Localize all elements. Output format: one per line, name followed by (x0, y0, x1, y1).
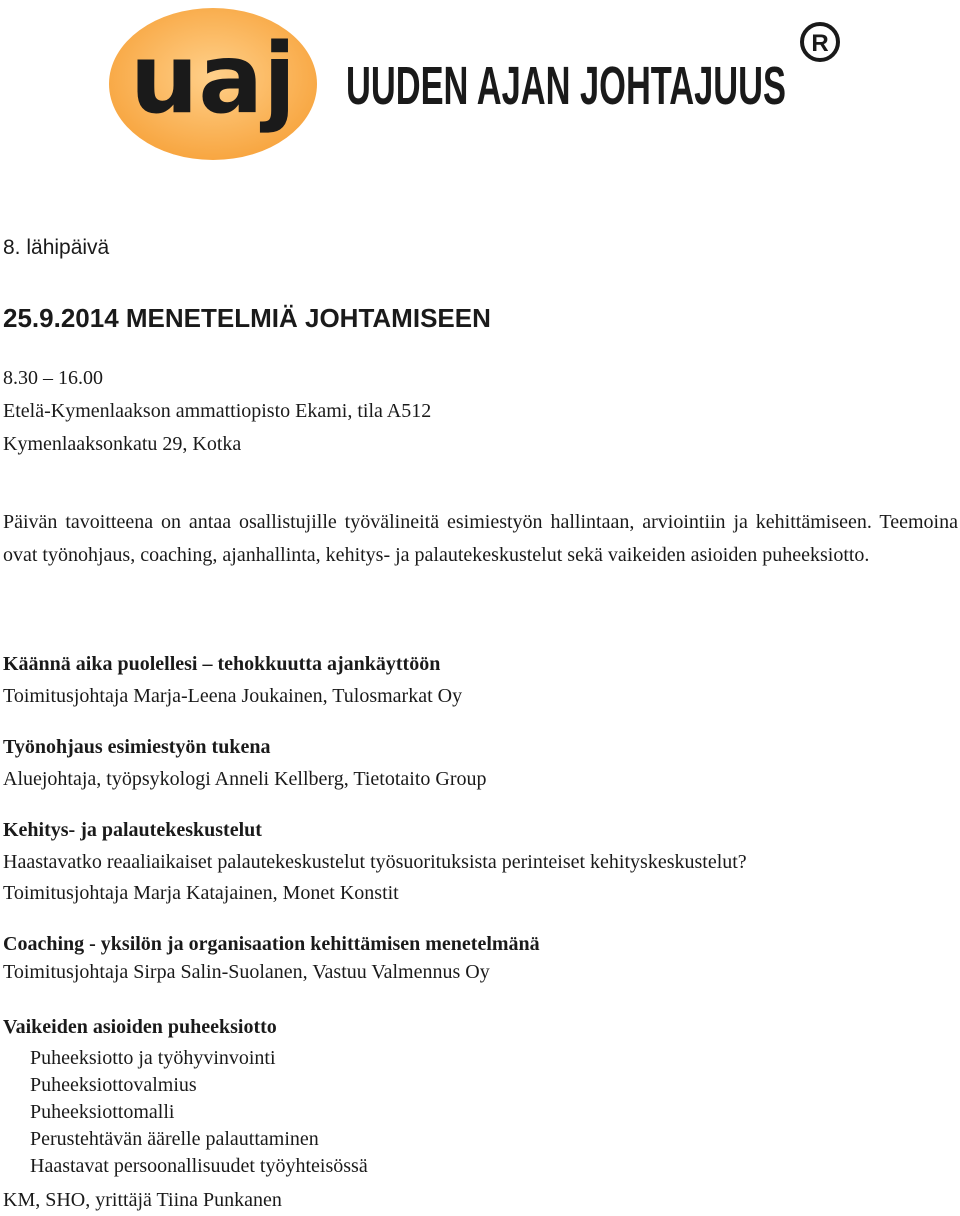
final-speaker: KM, SHO, yrittäjä Tiina Punkanen (3, 1189, 282, 1211)
page-title: 25.9.2014 MENETELMIÄ JOHTAMISEEN (3, 303, 491, 333)
logo-brand-text: UUDEN AJAN JOHTAJUUS (346, 56, 786, 116)
event-address: Kymenlaaksonkatu 29, Kotka (3, 433, 242, 455)
uaj-logo (108, 4, 848, 164)
list-item: Puheeksiottomalli (30, 1101, 175, 1123)
section-speaker: Toimitusjohtaja Sirpa Salin-Suolanen, Vastuu Valmennus Oy (3, 961, 490, 983)
section-title: Kehitys- ja palautekeskustelut (3, 819, 262, 841)
list-item: Puheeksiotto ja työhyvinvointi (30, 1047, 276, 1069)
section-speaker: Aluejohtaja, työpsykologi Anneli Kellberg, Tietotaito Group (3, 768, 487, 790)
logo-mark-text: uaj (129, 23, 297, 135)
day-label: 8. lähipäivä (3, 236, 110, 259)
topic-list (30, 1045, 368, 1180)
intro-paragraph: Päivän tavoitteena on antaa osallistujille työvälineitä esimiestyön hallintaan, arviointiin ja kehittämiseen. Teemoina ovat työnohjaus, coaching, ajanhallinta, kehitys- ja palautekeskustelut sekä vaikeiden asioiden puheeksiotto. (3, 511, 958, 566)
list-item: Perustehtävän äärelle palauttaminen (30, 1128, 319, 1150)
section-title: Käännä aika puolellesi – tehokkuutta ajankäyttöön (3, 653, 441, 675)
list-item: Puheeksiottovalmius (30, 1074, 197, 1096)
section-title: Vaikeiden asioiden puheeksiotto (3, 1016, 277, 1038)
registered-mark-letter: R (811, 30, 829, 57)
event-location: Etelä-Kymenlaakson ammattiopisto Ekami, tila A512 (3, 400, 432, 422)
section-title: Työnohjaus esimiestyön tukena (3, 736, 271, 758)
event-time: 8.30 – 16.00 (3, 367, 103, 389)
section-description: Haastavatko reaaliaikaiset palautekeskustelut työsuorituksista perinteiset kehityskeskustelut? (3, 851, 747, 873)
event-info (3, 362, 431, 461)
section-speaker: Toimitusjohtaja Marja-Leena Joukainen, Tulosmarkat Oy (3, 685, 463, 707)
section-title: Coaching - yksilön ja organisaation kehittämisen menetelmänä (3, 933, 540, 955)
list-item: Haastavat persoonallisuudet työyhteisössä (30, 1155, 368, 1177)
section-speaker: Toimitusjohtaja Marja Katajainen, Monet Konstit (3, 882, 399, 904)
